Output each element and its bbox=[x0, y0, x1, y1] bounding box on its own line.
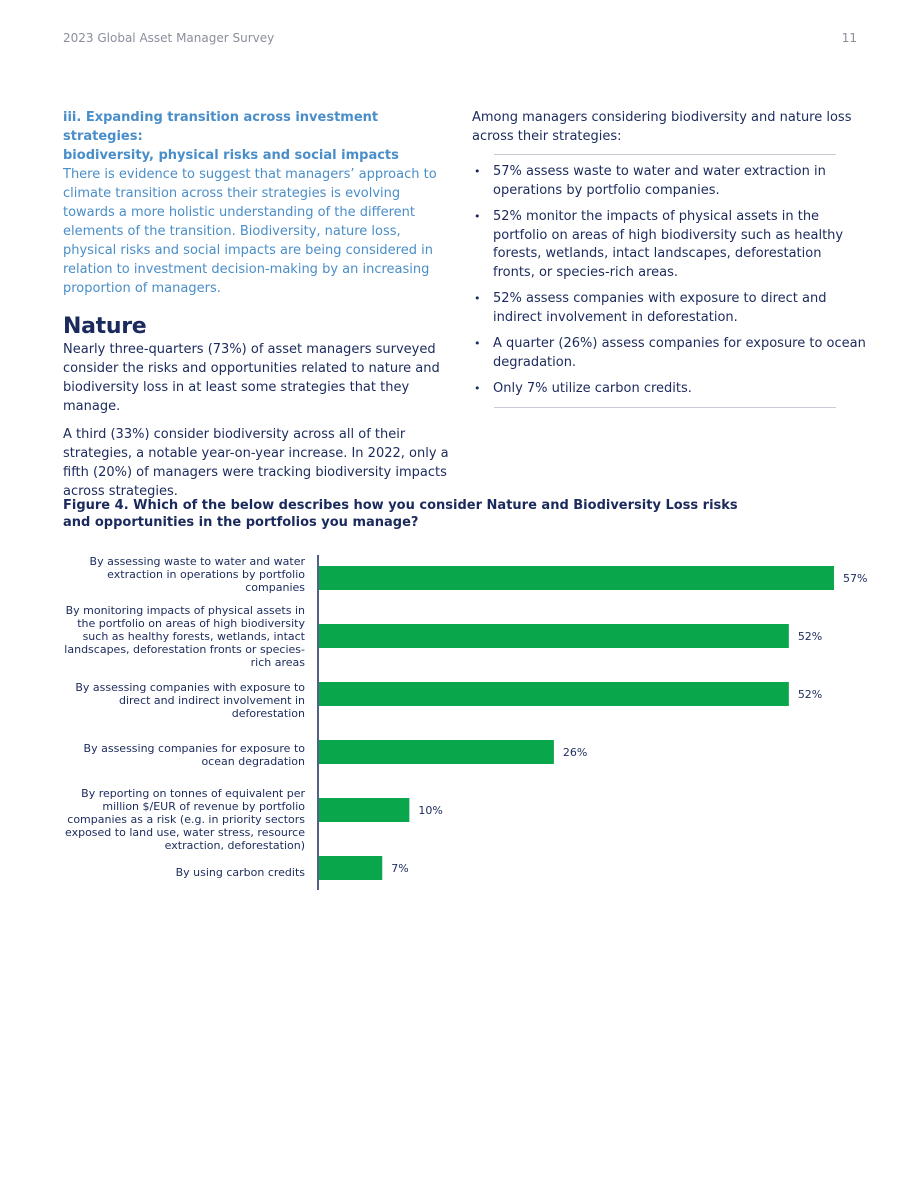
left-column bbox=[63, 108, 455, 510]
category-label: By assessing companies for exposure to ocean degradation bbox=[83, 742, 305, 768]
divider-top bbox=[494, 154, 836, 155]
data-label: 10% bbox=[418, 804, 443, 817]
intro-heading bbox=[63, 108, 455, 165]
right-lead-text: Among managers considering biodiversity and nature loss across their strategies: bbox=[472, 110, 852, 144]
bar bbox=[319, 740, 554, 764]
bar bbox=[319, 798, 409, 822]
intro-block bbox=[63, 108, 455, 298]
bar bbox=[319, 624, 789, 648]
running-header: 2023 Global Asset Manager Survey bbox=[63, 31, 275, 45]
bullet-item: • Only 7% utilize carbon credits. bbox=[472, 380, 866, 399]
data-label: 52% bbox=[797, 630, 823, 643]
data-label: 7% bbox=[391, 862, 409, 875]
nature-paragraph-2: A third (33%) consider biodiversity across all of their strategies, a notable year-on-year increase. In 2022, only a fifth (20%) of managers were tracking biodiversity impacts across strategies. bbox=[63, 427, 449, 499]
bar bbox=[319, 682, 789, 706]
intro-heading-line2: biodiversity, physical risks and social impacts bbox=[63, 148, 399, 163]
data-label: 52% bbox=[797, 688, 823, 701]
chart-category-labels bbox=[50, 550, 305, 895]
data-label: 26% bbox=[562, 746, 588, 759]
intro-body: There is evidence to suggest that managers’ approach to climate transition across their strategies is evolving towards a more holistic understanding of the different elements of the transition. Biodiversity, nature loss, physical risks and social impacts are being considered in relation to investment decision-making by an increasing proportion of managers. bbox=[63, 167, 437, 296]
page-number: 11 bbox=[841, 31, 857, 45]
category-label: By assessing waste to water and water extraction in operations by portfolio companies bbox=[89, 555, 305, 594]
nature-paragraph-1: Nearly three-quarters (73%) of asset managers surveyed consider the risks and opportunities related to nature and biodiversity loss in at least some strategies that they manage. bbox=[63, 342, 440, 414]
bullet-item: • 57% assess waste to water and water extraction in operations by portfolio companies. bbox=[472, 163, 866, 200]
bar-chart bbox=[310, 555, 910, 895]
bullet-item: • 52% assess companies with exposure to direct and indirect involvement in deforestation. bbox=[472, 290, 866, 327]
divider-bottom bbox=[494, 407, 836, 408]
intro-heading-line1: iii. Expanding transition across investment strategies: bbox=[63, 110, 379, 144]
bullet-list bbox=[472, 163, 866, 399]
figure-title: Figure 4. Which of the below describes how you consider Nature and Biodiversity Loss risks and opportunities in the portfolios you manage? bbox=[63, 498, 738, 530]
category-label: By assessing companies with exposure to direct and indirect involvement in deforestation bbox=[75, 681, 305, 720]
category-label: By monitoring impacts of physical assets in the portfolio on areas of high biodiversity such as healthy forests, wetlands, intact landscapes, deforestation fronts or species-rich areas bbox=[64, 604, 305, 669]
section-title-nature: Nature bbox=[63, 314, 147, 339]
category-label: By using carbon credits bbox=[175, 866, 305, 879]
data-label: 57% bbox=[843, 572, 868, 585]
bar bbox=[319, 856, 382, 880]
right-column bbox=[472, 108, 866, 416]
bullet-item: • 52% monitor the impacts of physical assets in the portfolio on areas of high biodiversity such as healthy forests, wetlands, intact landscapes, deforestation fronts, or species-rich areas. bbox=[472, 208, 866, 282]
bar bbox=[319, 566, 834, 590]
bullet-item: • A quarter (26%) assess companies for exposure to ocean degradation. bbox=[472, 335, 866, 372]
category-label: By reporting on tonnes of equivalent per million $/EUR of revenue by portfolio companies as a risk (e.g. in priority sectors exposed to land use, water stress, resource extraction, deforestation) bbox=[65, 787, 305, 852]
